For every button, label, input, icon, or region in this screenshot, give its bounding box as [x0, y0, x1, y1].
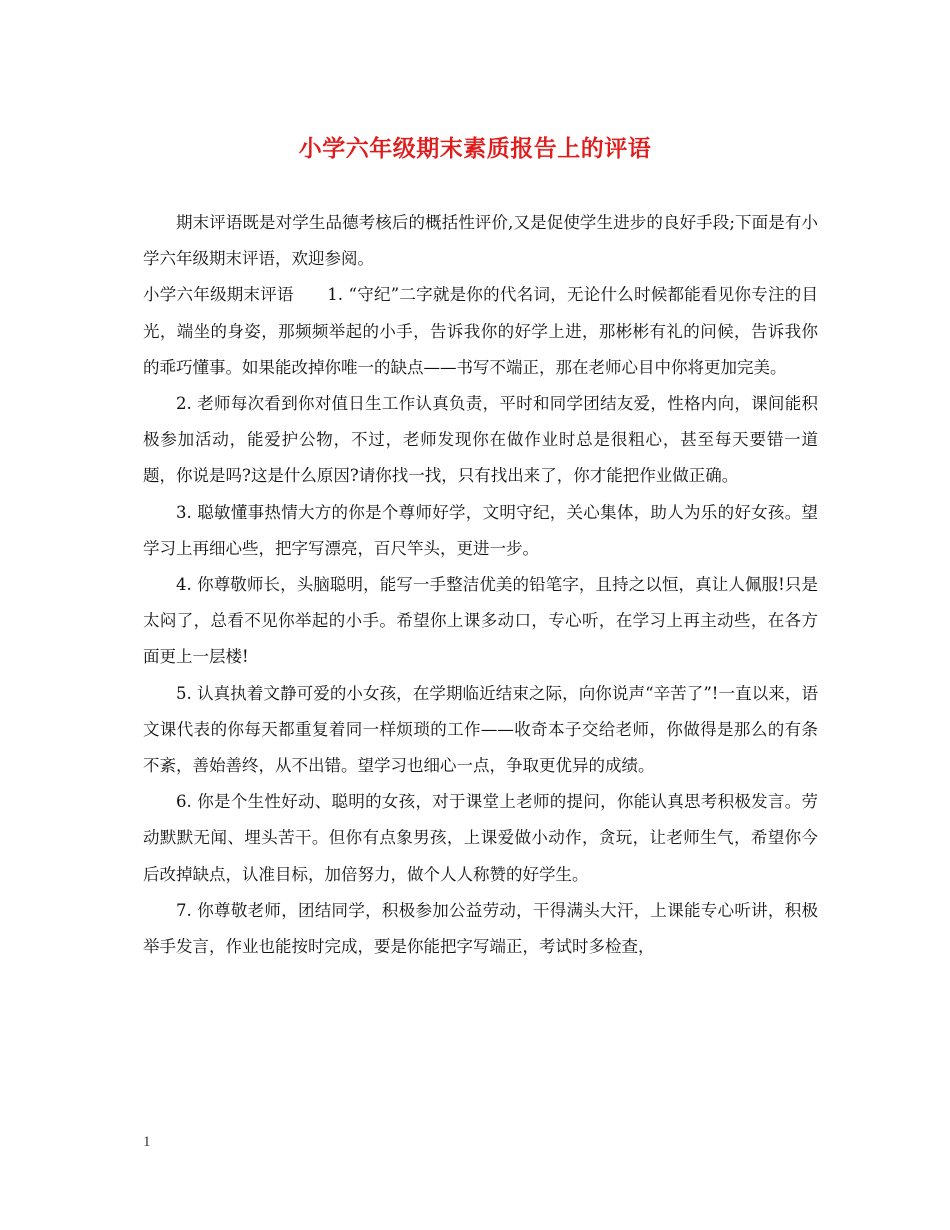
- comment-item-4: 4. 你尊敬师长，头脑聪明，能写一手整洁优美的铅笔字，且持之以恒，真让人佩服!只是太闷了，总看不见你举起的小手。希望你上课多动口，专心听，在学习上再主动些，在各方面更上一层楼!: [143, 575, 818, 667]
- document-body: [143, 205, 818, 965]
- intro-paragraph: 期末评语既是对学生品德考核后的概括性评价,又是促使学生进步的良好手段;下面是有小学六年级期末评语，欢迎参阅。: [143, 213, 818, 269]
- comment-item-5: 5. 认真执着文静可爱的小女孩，在学期临近结束之际，向你说声“辛苦了”!一直以来，语文课代表的你每天都重复着同一样烦琐的工作——收奇本子交给老师，你做得是那么的有条不紊，善始善终，从不出错。望学习也细心一点，争取更优异的成绩。: [143, 683, 818, 776]
- document-title: 小学六年级期末素质报告上的评语: [298, 135, 652, 162]
- comment-item-7: 7. 你尊敬老师，团结同学，积极参加公益劳动，干得满头大汗，上课能专心听讲，积极举手发言，作业也能按时完成，要是你能把字写端正，考试时多检查，: [143, 900, 818, 957]
- comment-item-1: 小学六年级期末评语 1. “守纪”二字就是你的代名词，无论什么时候都能看见你专注的目光，端坐的身姿，那频频举起的小手，告诉我你的好学上进，那彬彬有礼的问候，告诉我你的乖巧懂事。如果能改掉你唯一的缺点——书写不端正，那在老师心目中你将更加完美。: [143, 285, 818, 377]
- comment-item-6: 6. 你是个生性好动、聪明的女孩，对于课堂上老师的提问，你能认真思考积极发言。劳动默默无闻、埋头苦干。但你有点象男孩，上课爱做小动作，贪玩，让老师生气，希望你今后改掉缺点，认准目标，加倍努力，做个人人称赞的好学生。: [143, 792, 818, 884]
- comment-item-3: 3. 聪敏懂事热情大方的你是个尊师好学，文明守纪，关心集体，助人为乐的好女孩。望学习上再细心些，把字写漂亮，百尺竿头，更进一步。: [143, 502, 818, 558]
- comment-item-2: 2. 老师每次看到你对值日生工作认真负责，平时和同学团结友爱，性格内向，课间能积极参加活动，能爱护公物，不过，老师发现你在做作业时总是很粗心，甚至每天要错一道题，你说是吗?这是什么原因?请你找一找，只有找出来了，你才能把作业做正确。: [143, 394, 818, 486]
- page-number: 1: [143, 1134, 151, 1150]
